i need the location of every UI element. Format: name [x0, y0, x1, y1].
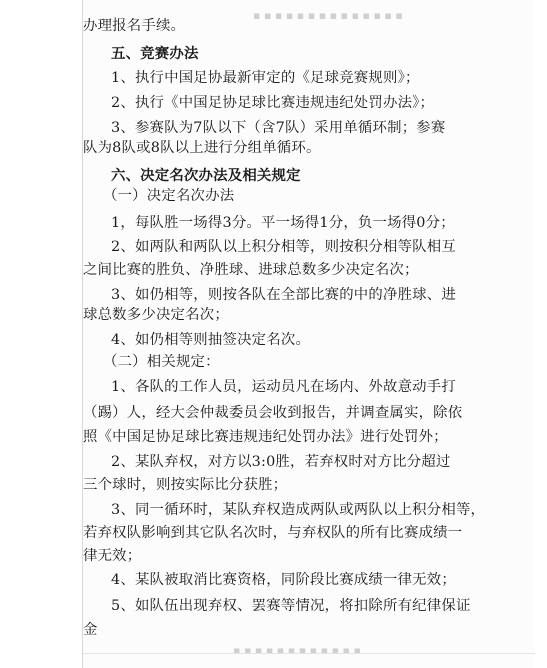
text-line: 之间比赛的胜负、净胜球、进球总数多少决定名次； — [83, 262, 419, 278]
text-line: 1，每队胜一场得3分。平一场得1分，负一场得0分； — [111, 215, 455, 231]
subsection-heading: （二）相关规定： — [103, 354, 220, 370]
text-line: 三个球时，则按实际比分获胜； — [83, 477, 288, 493]
text-line: 1、执行中国足协最新审定的《足球竞赛规则》； — [111, 70, 420, 86]
section-heading: 五、竞赛办法 — [111, 45, 199, 62]
text-line: 办理报名手续。 — [83, 18, 186, 34]
text-line: 4、某队被取消比赛资格，同阶段比赛成绩一律无效； — [111, 572, 456, 588]
bleed-through-text: ▪ ▪ ▪ ▪ ▪ ▪ ▪ ▪ ▪ ▪ ▪ ▪ ▪ ▪ — [253, 9, 403, 22]
text-line: 金 — [83, 622, 98, 638]
text-line: 2、如两队和两队以上积分相等，则按积分相等队相互 — [111, 239, 456, 255]
section-heading: 六、决定名次办法及相关规定 — [111, 167, 301, 184]
text-line: 5、如队伍出现弃权、罢赛等情况，将扣除所有纪律保证 — [111, 598, 471, 614]
text-line: 律无效； — [83, 548, 142, 564]
text-line: 照《中国足协足球比赛违规违纪处罚办法》进行处罚外； — [83, 429, 448, 445]
text-line: 球总数多少决定名次； — [83, 307, 229, 323]
text-line: 2、执行《中国足协足球比赛违规违纪处罚办法》； — [111, 95, 435, 111]
document-page — [82, 0, 535, 668]
text-line: 3、参赛队为7队以下（含7队）采用单循环制；参赛 — [111, 120, 446, 136]
text-line: 2、某队弃权，对方以3:0胜，若弃权时对方比分超过 — [111, 454, 451, 470]
text-line: 3、如仍相等，则按各队在全部比赛的中的净胜球、进 — [111, 287, 456, 303]
text-line: 4、如仍相等则抽签决定名次。 — [111, 332, 311, 348]
text-line: 队为8队或8队以上进行分组单循环。 — [83, 140, 321, 156]
text-line: 3、同一循环时，某队弃权造成两队或两队以上积分相等， — [111, 502, 486, 518]
text-line: 1、各队的工作人员，运动员凡在场内、外故意动手打 — [111, 379, 456, 395]
text-line: （踢）人，经大会仲裁委员会收到报告，并调查属实，除依 — [83, 405, 463, 421]
bleed-through-text: ▪ ▪ ▪ ▪ ▪ ▪ ▪ ▪ ▪ ▪ ▪ ▪ — [233, 644, 361, 657]
text-line: 若弃权队影响到其它队名次时，与弃权队的所有比赛成绩一 — [83, 525, 463, 541]
subsection-heading: （一）决定名次办法 — [103, 188, 235, 204]
